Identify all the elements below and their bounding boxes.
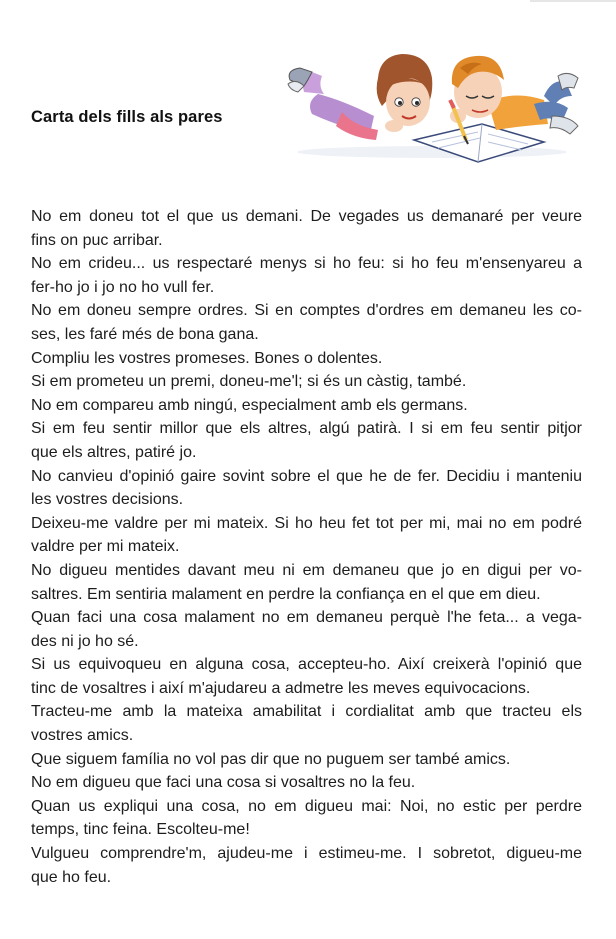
letter-line: Que siguem família no vol pas dir que no puguem ser també amics. — [31, 750, 511, 768]
letter-line: que ho feu. — [31, 868, 112, 886]
letter-line: temps, tinc feina. Escolteu-me! — [31, 821, 250, 839]
letter-line: Si us equivoqueu en alguna cosa, accepteu-ho. Així creixerà l'opinió que — [31, 656, 582, 674]
letter-line: fins on puc arribar. — [31, 231, 163, 249]
page-title: Carta dels fills als pares — [31, 108, 223, 126]
letter-line: des ni jo ho sé. — [31, 632, 139, 650]
letter-line: que els altres, patiré jo. — [31, 443, 197, 461]
letter-line: valdre per mi mateix. — [31, 538, 180, 556]
children-drawing-icon — [282, 30, 582, 170]
letter-line: No digueu mentides davant meu ni em demaneu que jo en digui per vo- — [31, 561, 582, 579]
letter-line: Si em feu sentir millor que els altres, algú patirà. I si em feu sentir pitjor — [31, 420, 582, 438]
letter-line: Quan faci una cosa malament no em demaneu perquè l'he feta... a vega- — [31, 609, 582, 627]
letter-line: saltres. Em sentiria malament en perdre la confiança en el que em dieu. — [31, 585, 541, 603]
letter-line: Vulgueu comprendre'm, ajudeu-me i estimeu-me. I sobretot, digueu-me — [31, 845, 582, 863]
letter-line: No em doneu tot el que us demani. De vegades us demanaré per veure — [31, 208, 582, 225]
letter-line: No canvieu d'opinió gaire sovint sobre el que he de fer. Decidiu i manteniu — [31, 467, 582, 485]
letter-line: tinc de vosaltres i així m'ajudareu a admetre les meves equivocacions. — [31, 679, 531, 697]
letter-line: Compliu les vostres promeses. Bones o dolentes. — [31, 349, 383, 367]
letter-line: Tracteu-me amb la mateixa amabilitat i cordialitat amb que tracteu els — [31, 703, 582, 721]
top-divider — [530, 0, 616, 2]
letter-line: ses, les faré més de bona gana. — [31, 325, 259, 343]
letter-line: No em doneu sempre ordres. Si en comptes d'ordres em demaneu les co- — [31, 302, 582, 320]
letter-body — [31, 205, 582, 889]
letter-line: Deixeu-me valdre per mi mateix. Si ho heu fet tot per mi, mai no em podré — [31, 514, 582, 532]
letter-line: fer-ho jo i jo no ho vull fer. — [31, 278, 215, 296]
letter-line: No em compareu amb ningú, especialment amb els germans. — [31, 396, 468, 414]
letter-line: vostres amics. — [31, 727, 134, 745]
letter-line: les vostres decisions. — [31, 491, 184, 509]
letter-line: No em crideu... us respectaré menys si ho feu: si ho feu m'ensenyareu a — [31, 255, 582, 273]
letter-line: Quan us expliqui una cosa, no em digueu mai: Noi, no estic per perdre — [31, 797, 582, 815]
letter-line: No em digueu que faci una cosa si vosaltres no la feu. — [31, 774, 416, 792]
letter-line: Si em prometeu un premi, doneu-me'l; si és un càstig, també. — [31, 373, 467, 391]
header — [0, 30, 616, 180]
